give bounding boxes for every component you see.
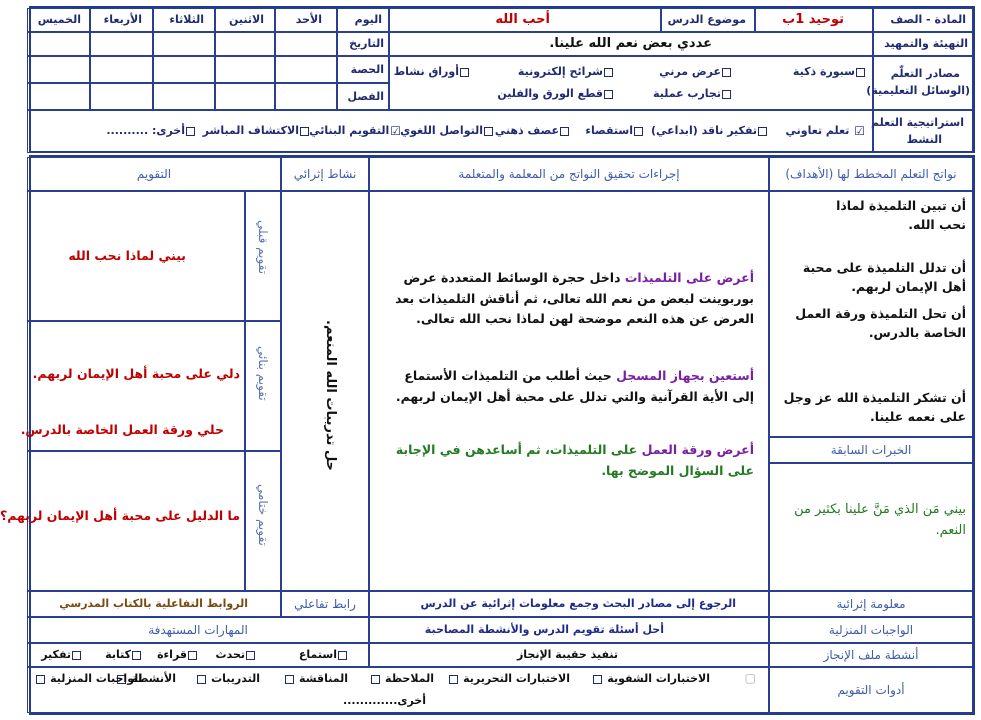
checkbox-icon[interactable]: [604, 68, 613, 77]
final-eval-text-cell: [0, 451, 245, 591]
link-value[interactable]: الروابط التفاعلية بالكتاب المدرسي: [59, 597, 248, 610]
tool-item: [592, 672, 710, 686]
date-cell-wed: [90, 32, 153, 56]
checkbox-icon[interactable]: [604, 90, 613, 99]
strategy-cooperative: تعلم تعاوني: [785, 124, 850, 137]
topic-value: أحب الله: [495, 12, 550, 27]
final-eval-label-cell: [245, 451, 281, 591]
skill-writing: كتابة: [105, 648, 131, 661]
resources-label-cell: [866, 56, 973, 110]
checkbox-icon[interactable]: [338, 651, 347, 660]
class-label: الفصل: [347, 90, 384, 103]
checked-box-icon[interactable]: ☑: [854, 124, 865, 138]
skill-listening: استماع: [298, 648, 337, 661]
procedures-cell: [369, 191, 769, 591]
enrich-value-cell: [369, 591, 769, 617]
skill-item: [157, 648, 198, 662]
final-eval-label: تقويم ختامي: [256, 484, 270, 546]
checkbox-icon[interactable]: [371, 675, 380, 684]
day-thu-cell: [27, 8, 90, 32]
prior-text: بيني مَن الذي مَنَّ علينا بكثير من النعم.: [794, 502, 966, 538]
subject-value-cell: [755, 8, 873, 32]
checked-box-icon[interactable]: ☑: [390, 124, 401, 138]
period-label-cell: [337, 56, 389, 83]
checkbox-icon[interactable]: [460, 68, 469, 77]
formative-label: تقويم بنائي: [256, 346, 270, 401]
col-outcomes-header: [769, 157, 973, 191]
day-tuesday: الثلاثاء: [169, 13, 204, 26]
lesson-table: [0, 155, 975, 715]
pre-eval-text: بيني لماذا نحب الله: [68, 248, 186, 263]
period-cell-thu: [27, 56, 90, 83]
procedure-1-lead: أعرض على التلميذات: [624, 270, 754, 285]
strategy-language: التواصل اللغوي: [400, 124, 483, 137]
objective-1: أن تبين التلميذة لماذا نحب الله.: [836, 198, 966, 233]
day-label: اليوم: [354, 13, 382, 26]
tool-oral: الاختبارات الشفوية: [607, 672, 710, 685]
class-cell-sun: [275, 83, 337, 110]
skill-speaking: تحدث: [215, 648, 245, 661]
skills-label: المهارات المستهدفة: [148, 622, 248, 637]
intro-value-cell: [389, 32, 873, 56]
col-evaluation-header: [27, 157, 281, 191]
checkbox-icon[interactable]: [246, 651, 255, 660]
day-monday: الاثنين: [229, 13, 264, 26]
day-wednesday: الأربعاء: [103, 13, 142, 26]
strategy-item: [309, 124, 402, 138]
class-cell-tue: [153, 83, 215, 110]
tools-label-cell: [769, 667, 973, 713]
date-cell-thu: [27, 32, 90, 56]
homework-value: أحل أسئلة تقويم الدرس والأنشطة المصاحبة: [424, 623, 664, 636]
skill-item: [216, 648, 256, 662]
procedure-3-body: على التلميذات، ثم أساعدهن في الإجابة على السؤال الموضح بها.: [395, 442, 754, 478]
checkbox-icon[interactable]: [188, 651, 197, 660]
col-procedures-header: [369, 157, 769, 191]
pre-eval-label: تقويم قبلي: [256, 220, 270, 275]
resource-item: [497, 87, 614, 101]
prior-text-cell: [769, 463, 973, 591]
enrich-label: معلومة إثرائية: [836, 596, 906, 611]
resource-item: [653, 87, 732, 101]
tool-discussion: المناقشة: [299, 672, 348, 685]
homework-label-cell: [769, 617, 973, 643]
enrich-label-cell: [769, 591, 973, 617]
period-label: الحصة: [350, 63, 384, 76]
day-sun-cell: [275, 8, 337, 32]
day-tue-cell: [153, 8, 215, 32]
skill-thinking: تفكير: [41, 648, 71, 661]
procedure-2-lead: أستعين بجهاز المسجل: [616, 368, 754, 383]
procedure-2-body: حيث أطلب من التلميذات الأستماع إلى الأية القرآنية والتي تدلل على محبة أهل الإيمان لربهم.: [395, 368, 754, 404]
prior-label: الخبرات السابقة: [830, 442, 912, 457]
subject-label: المادة - الصف: [890, 13, 966, 26]
checkbox-icon[interactable]: [722, 68, 731, 77]
date-cell-mon: [215, 32, 275, 56]
tool-item: [35, 672, 142, 686]
intro-label-cell: [873, 32, 973, 56]
col-activity-header: [281, 157, 369, 191]
checkbox-icon[interactable]: [634, 127, 643, 136]
objectives-cell: [769, 191, 973, 437]
resource-smartboard: سبورة ذكية: [792, 65, 855, 78]
class-cell-wed: [90, 83, 153, 110]
period-cell-mon: [215, 56, 275, 83]
portfolio-label: أنشطة ملف الإنجاز: [823, 647, 919, 662]
col-procedures-title: إجراءات تحقيق النواتج من المعلمة والمتعلمة: [458, 166, 680, 181]
tool-item: [448, 672, 570, 686]
class-label-cell: [337, 83, 389, 110]
strategy-item: [106, 124, 196, 138]
period-cell-tue: [153, 56, 215, 83]
date-cell-sun: [275, 32, 337, 56]
strategy-item: [400, 124, 494, 138]
date-label-cell: [337, 32, 389, 56]
resources-cell: [389, 56, 873, 110]
formative-text-2: حلي ورقة العمل الخاصة بالدرس.: [20, 422, 224, 437]
activity-text: حل تدريبات الله المنعم.: [323, 320, 338, 471]
checkbox-icon[interactable]: [186, 127, 195, 136]
enrich-value: الرجوع إلى مصادر البحث وجمع معلومات إثرائية عن الدرس: [420, 597, 736, 610]
procedure-1: [382, 268, 754, 330]
tool-item: [370, 672, 434, 686]
strategy-label: استراتيجية التعلم: [871, 116, 964, 129]
day-wed-cell: [90, 8, 153, 32]
day-thursday: الخميس: [37, 13, 81, 26]
checkbox-icon[interactable]: [197, 675, 206, 684]
resource-slides: شرائح إلكترونية: [517, 65, 603, 78]
checkbox-icon[interactable]: [300, 127, 309, 136]
resources-sub: (الوسائل التعليمية): [866, 84, 970, 97]
tool-item: [196, 672, 260, 686]
checkbox-icon[interactable]: [132, 651, 141, 660]
tools-label: أدوات التقويم: [837, 682, 905, 697]
resources-label: مصادر التعلّم: [890, 67, 960, 80]
resource-experiments: تجارب عملية: [653, 87, 721, 100]
checkbox-icon[interactable]: [758, 127, 767, 136]
strategy-formative: التقويم البنائي: [309, 124, 390, 137]
strategy-discovery: الاكتشاف المباشر: [202, 124, 299, 137]
day-label-cell: [337, 8, 389, 32]
link-value-cell: [27, 591, 281, 617]
resource-paper: قطع الورق والفلين: [497, 87, 603, 100]
small-checkbox-icon[interactable]: ▢: [744, 671, 756, 685]
portfolio-value-cell: [369, 643, 769, 667]
objective-4: أن تشكر التلميذة الله عز وجل على نعمه علينا.: [783, 390, 966, 425]
checkbox-icon[interactable]: [449, 675, 458, 684]
strategy-item: [585, 124, 644, 138]
strategy-item: [495, 124, 570, 138]
subject-value: توحيد 1ب: [782, 12, 844, 27]
resource-item: [793, 65, 866, 79]
checkbox-icon[interactable]: [593, 675, 602, 684]
procedure-3: [382, 440, 754, 481]
checkbox-icon[interactable]: [36, 675, 45, 684]
procedure-3-lead: أعرض ورقة العمل: [641, 442, 754, 457]
tool-activities: الأنشطة: [131, 672, 176, 685]
subject-label-cell: [873, 8, 973, 32]
day-mon-cell: [215, 8, 275, 32]
period-cell-sun: [275, 56, 337, 83]
checkbox-icon[interactable]: [72, 651, 81, 660]
strategy-label-2: النشط: [906, 133, 942, 146]
resource-sheets: أوراق نشاط: [393, 65, 459, 78]
skill-item: [41, 648, 82, 662]
formative-text-1: دلي على محبة أهل الإيمان لربهم.: [32, 366, 240, 381]
checkbox-icon[interactable]: [856, 68, 865, 77]
strategy-item: [786, 124, 866, 138]
strategy-item: [203, 124, 310, 138]
period-cell-wed: [90, 56, 153, 83]
formative-text-cell: [20, 321, 245, 451]
strategy-label-cell: [873, 110, 973, 153]
col-activity-title: نشاط إثرائي: [293, 166, 357, 181]
skills-label-cell: [27, 617, 369, 643]
homework-value-cell: [369, 617, 769, 643]
skill-item: [105, 648, 142, 662]
pre-eval-text-cell: [27, 191, 245, 321]
objective-2: أن تدلل التلميذة على محبة أهل الإيمان لربهم.: [802, 260, 966, 295]
tools-cell: [27, 667, 769, 713]
checkbox-icon[interactable]: [722, 90, 731, 99]
strategy-brainstorm: عصف ذهني: [494, 124, 559, 137]
checkbox-icon[interactable]: [484, 127, 493, 136]
procedure-2: [382, 366, 754, 407]
tool-exercises: التدريبات: [211, 672, 260, 685]
tool-written: الاختبارات التحريرية: [463, 672, 570, 685]
intro-value: عددي بعض نعم الله علينا.: [549, 36, 712, 51]
topic-label-cell: [661, 8, 755, 32]
resource-visual: عرض مرني: [659, 65, 721, 78]
resource-item: [518, 65, 614, 79]
class-cell-mon: [215, 83, 275, 110]
link-label: رابط تفاعلي: [294, 596, 356, 611]
resource-item: [394, 65, 470, 79]
skill-reading: قراءة: [157, 648, 187, 661]
prior-label-cell: [769, 437, 973, 463]
final-eval-text: ما الدليل على محبة أهل الإيمان لربهم؟: [0, 508, 240, 523]
tool-item: [284, 672, 348, 686]
intro-label: التهيئة والتمهيد: [884, 37, 968, 50]
pre-eval-label-cell: [245, 191, 281, 321]
day-sunday: الأحد: [295, 13, 322, 26]
formative-label-cell: [245, 321, 281, 451]
link-label-cell: [281, 591, 369, 617]
tool-homework: الواجبات المنزلية: [50, 672, 142, 685]
strategy-item: [651, 124, 768, 138]
topic-value-cell: [389, 8, 661, 32]
portfolio-label-cell: [769, 643, 973, 667]
objective-3: أن تحل التلميذة ورقة العمل الخاصة بالدرس.: [795, 306, 966, 341]
resource-item: [659, 65, 732, 79]
topic-label: موضوع الدرس: [667, 13, 746, 26]
homework-label: الواجبات المنزلية: [828, 622, 914, 637]
col-outcomes-title: نواتج التعلم المخطط لها (الأهداف): [785, 166, 957, 181]
skill-item: [299, 648, 348, 662]
date-cell-tue: [153, 32, 215, 56]
activity-cell: [281, 191, 369, 591]
header-block: [29, 6, 975, 153]
strategy-inquiry: استقصاء: [585, 124, 633, 137]
strategy-other: أخرى: ..........: [106, 124, 185, 137]
date-label: التاريخ: [349, 37, 384, 50]
tool-observation: الملاحظة: [385, 672, 434, 685]
strategy-critical: تفكير ناقد (ابداعي): [651, 124, 757, 137]
skills-cell: [27, 643, 369, 667]
checkbox-icon[interactable]: [560, 127, 569, 136]
portfolio-value: تنفيذ حقيبة الإنجاز: [516, 648, 618, 661]
col-evaluation-title: التقويم: [136, 166, 172, 181]
checkbox-icon[interactable]: [285, 675, 294, 684]
procedure-1-body: داخل حجرة الوسائط المتعددة عرض بوربوينت لبعض من نعم الله تعالى، ثم أناقش التلميذات بعد العرض عن هذه النعم موضحة لهن لماذا نحب الله تعالى.: [395, 270, 754, 327]
tools-other: أخرى.............: [343, 694, 426, 707]
strategies-cell: [27, 110, 873, 153]
class-cell-thu: [27, 83, 90, 110]
